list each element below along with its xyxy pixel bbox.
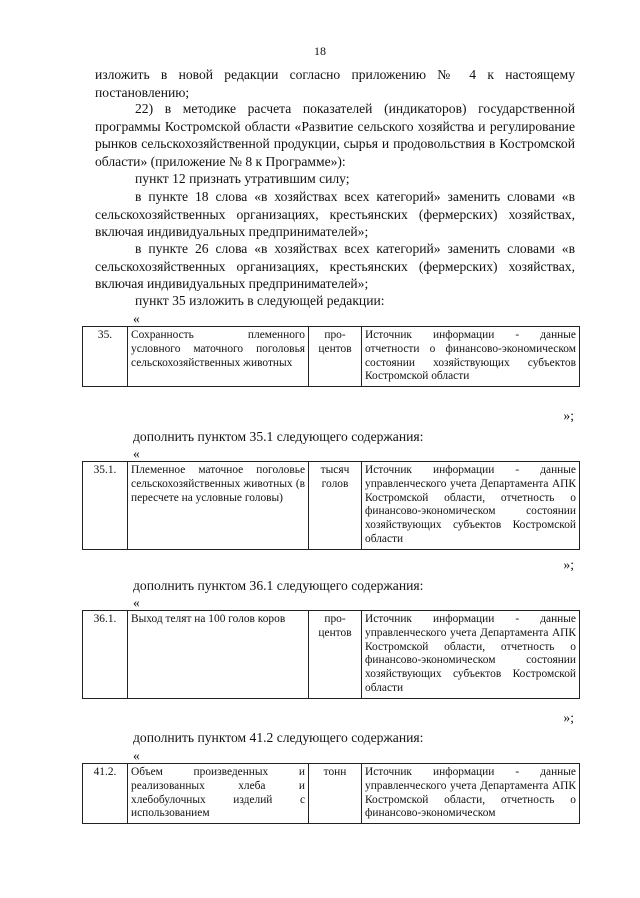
point-18-paragraph: в пункте 18 слова «в хозяйствах всех категорий» заменить словами «в сельскохозяйственных организациях, крестьянских (фермерских) хозяйствах, включая индивидуальных предпринимателей»; bbox=[95, 189, 575, 239]
info-source: Источник информации - данные отчетности о финансово-экономическом состоянии хозяйствующих субъектов Костромской области bbox=[362, 327, 580, 387]
close-quote: »; bbox=[563, 557, 574, 572]
table-row-36-1 bbox=[82, 610, 580, 699]
row-number: 35.1. bbox=[83, 462, 128, 550]
open-quote: « bbox=[133, 446, 140, 461]
row-number: 35. bbox=[83, 327, 128, 387]
table-row-35 bbox=[82, 326, 580, 387]
indicator-name: Племенное маточное поголовье сельскохозяйственных животных (в пересчете на условные головы) bbox=[128, 462, 309, 550]
info-source: Источник информации - данные управленческого учета Департамента АПК Костромской области, отчетность о финансово-экономическом bbox=[362, 764, 580, 824]
unit: про-центов bbox=[309, 327, 362, 387]
row-number: 36.1. bbox=[83, 611, 128, 699]
row-number: 41.2. bbox=[83, 764, 128, 824]
close-quote: »; bbox=[563, 710, 574, 725]
item-22-paragraph: 22) в методике расчета показателей (индикаторов) государственной программы Костромской области «Развитие сельского хозяйства и регулирование рынков сельскохозяйственной продукции, сырья и продовольствия в Костромской области» (приложение № 8 к Программе»): bbox=[95, 101, 575, 169]
point-12-paragraph: пункт 12 признать утратившим силу; bbox=[135, 171, 350, 186]
info-source: Источник информации - данные управленческого учета Департамента АПК Костромской области, отчетность о финансово-экономическом состоянии хозяйствующих субъектов Костромской области bbox=[362, 462, 580, 550]
open-quote: « bbox=[133, 311, 140, 326]
unit: про-центов bbox=[309, 611, 362, 699]
open-quote: « bbox=[133, 595, 140, 610]
unit: тонн bbox=[309, 764, 362, 824]
indicator-name: Сохранность племенного условного маточного поголовья сельскохозяйственных животных bbox=[128, 327, 309, 387]
add-41-2-line: дополнить пунктом 41.2 следующего содержания: bbox=[133, 730, 424, 745]
indicator-name: Объем произведенных и реализованных хлеба и хлебобулочных изделий с использованием bbox=[128, 764, 309, 824]
table-row-35-1 bbox=[82, 461, 580, 550]
unit: тысяч голов bbox=[309, 462, 362, 550]
point-35-paragraph: пункт 35 изложить в следующей редакции: bbox=[135, 293, 385, 308]
info-source: Источник информации - данные управленческого учета Департамента АПК Костромской области, отчетность о финансово-экономическом состоянии хозяйствующих субъектов Костромской области bbox=[362, 611, 580, 699]
intro-line-1: изложить в новой редакции согласно приложению № 4 к настоящему bbox=[95, 67, 575, 82]
add-36-1-line: дополнить пунктом 36.1 следующего содержания: bbox=[133, 578, 424, 593]
intro-line-2: постановлению; bbox=[95, 85, 190, 100]
open-quote: « bbox=[133, 748, 140, 763]
page-number: 18 bbox=[314, 44, 326, 58]
point-26-paragraph: в пункте 26 слова «в хозяйствах всех категорий» заменить словами «в сельскохозяйственных организациях, крестьянских (фермерских) хозяйствах, включая индивидуальных предпринимателей»; bbox=[95, 241, 575, 291]
close-quote: »; bbox=[563, 408, 574, 423]
indicator-name: Выход телят на 100 голов коров bbox=[128, 611, 309, 699]
table-row-41-2 bbox=[82, 763, 580, 824]
add-35-1-line: дополнить пунктом 35.1 следующего содержания: bbox=[133, 429, 424, 444]
